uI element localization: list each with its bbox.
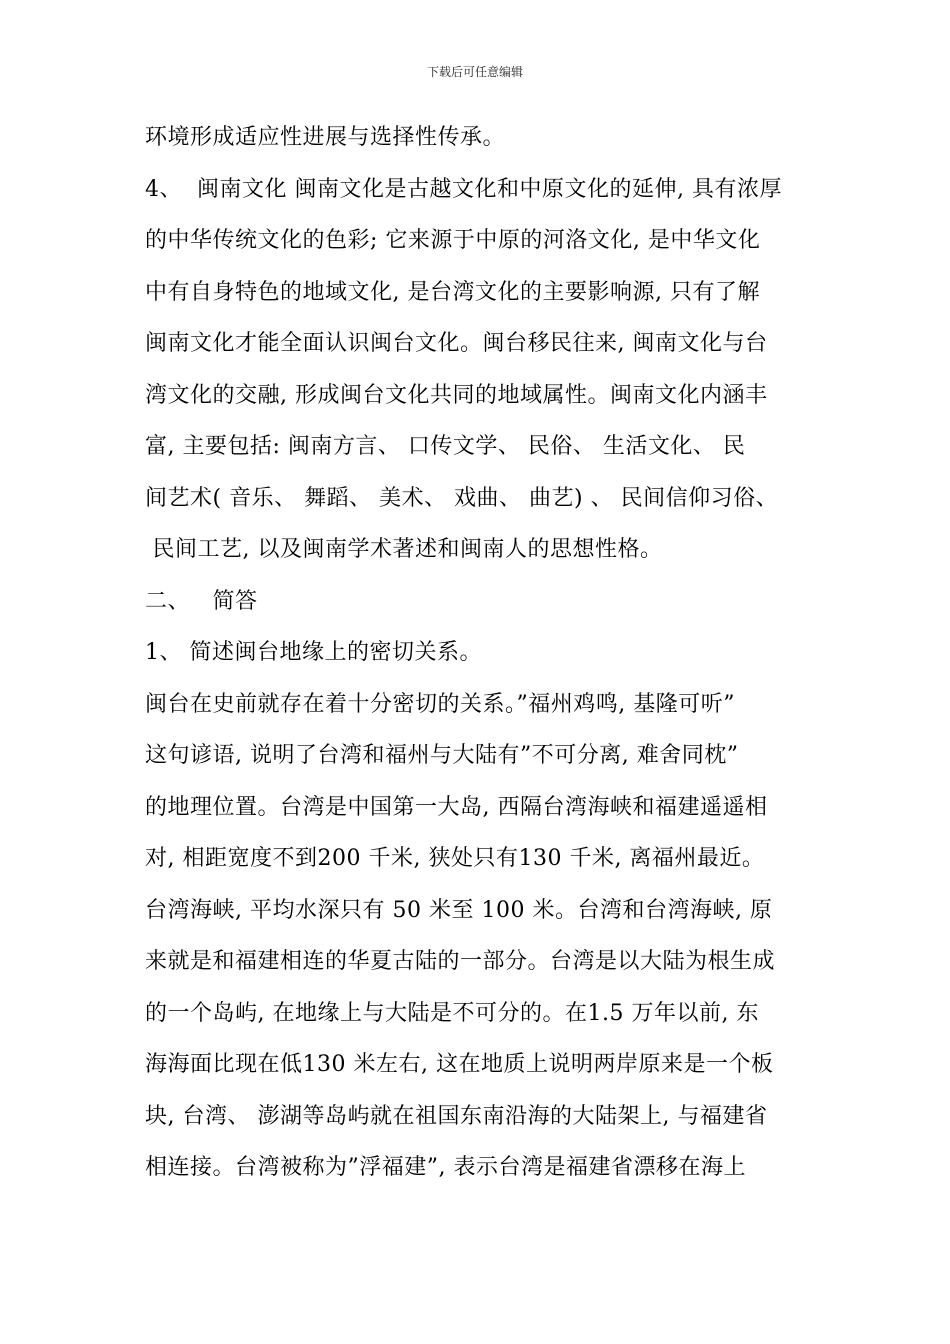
document-body xyxy=(145,112,845,1194)
text-line: 来就是和福建相连的华夏古陆的一部分。台湾是以大陆为根生成 xyxy=(145,949,776,974)
section-heading: 二、 简答 xyxy=(145,588,258,614)
text-line: 闽台在史前就存在着十分密切的关系。”福州鸡鸣, 基隆可听” xyxy=(145,691,735,717)
text-line: 对, 相距宽度不到200 千米, 狭处只有130 千米, 离福州最近。 xyxy=(145,846,765,871)
text-line: 4、 闽南文化 闽南文化是古越文化和中原文化的延伸, 具有浓厚 xyxy=(145,176,782,202)
text-line: 这句谚语, 说明了台湾和福州与大陆有”不可分离, 难舍同枕” xyxy=(145,743,739,768)
text-line: 海海面比现在低130 米左右, 这在地质上说明两岸原来是一个板 xyxy=(145,1052,774,1077)
text-line: 民间工艺, 以及闽南学术著述和闽南人的思想性格。 xyxy=(145,537,663,562)
text-line: 块, 台湾、 澎湖等岛屿就在祖国东南沿海的大陆架上, 与福建省 xyxy=(145,1103,768,1129)
page-header: 下载后可任意编辑 xyxy=(426,65,523,79)
question-heading: 1、 简述闽台地缘上的密切关系。 xyxy=(145,640,482,665)
text-line: 中有自身特色的地域文化, 是台湾文化的主要影响源, 只有了解 xyxy=(145,279,760,305)
text-line: 的地理位置。台湾是中国第一大岛, 西隔台湾海峡和福建遥遥相 xyxy=(145,794,768,820)
text-line: 台湾海峡, 平均水深只有 50 米至 100 米。台湾和台湾海峡, 原 xyxy=(145,897,773,923)
text-line: 的中华传统文化的色彩; 它来源于中原的河洛文化, 是中华文化 xyxy=(145,228,761,253)
text-line: 闽南文化才能全面认识闽台文化。闽台移民往来, 闽南文化与台 xyxy=(145,331,768,356)
text-line: 间艺术( 音乐、 舞蹈、 美术、 戏曲、 曲艺) 、 民间信仰习俗、 xyxy=(145,485,779,511)
text-line: 富, 主要包括: 闽南方言、 口传文学、 民俗、 生活文化、 民 xyxy=(145,434,746,459)
text-line: 的一个岛屿, 在地缘上与大陆是不可分的。在1.5 万年以前, 东 xyxy=(145,1000,759,1026)
text-line: 湾文化的交融, 形成闽台文化共同的地域属性。闽南文化内涵丰 xyxy=(145,382,768,408)
text-line: 相连接。台湾被称为”浮福建”, 表示台湾是福建省漂移在海上 xyxy=(145,1155,746,1180)
text-line: 环境形成适应性进展与选择性传承。 xyxy=(145,125,506,150)
